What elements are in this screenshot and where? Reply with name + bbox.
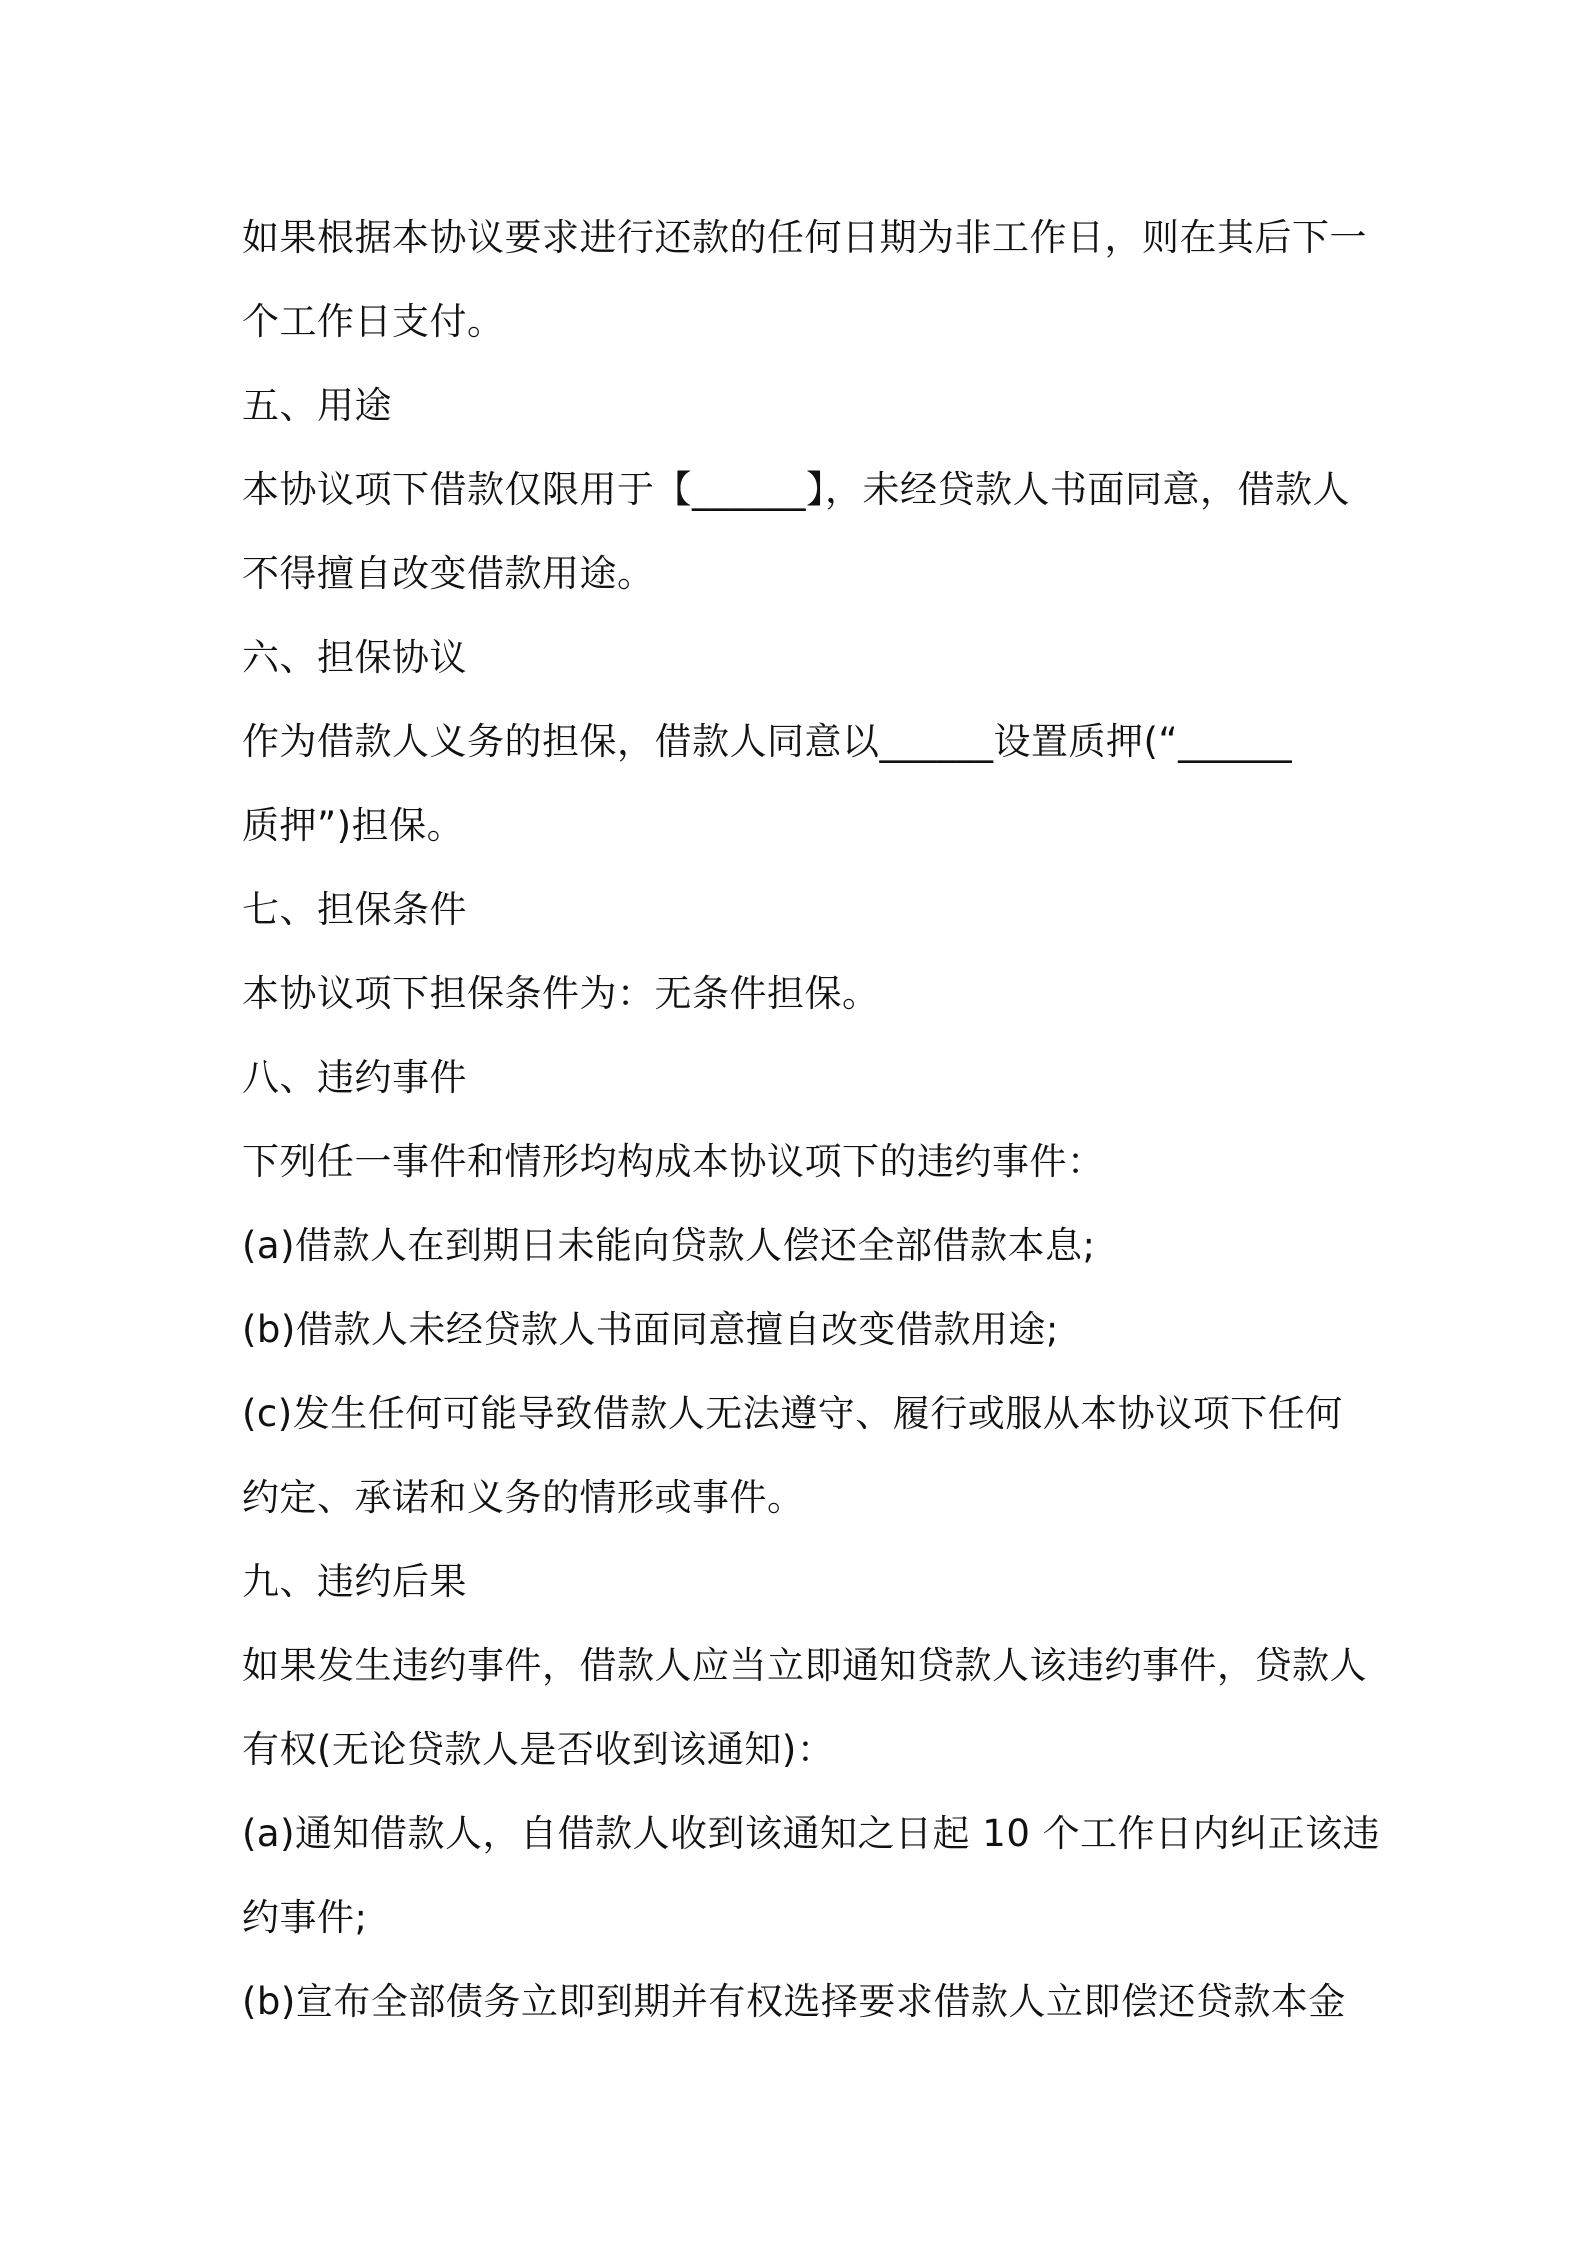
- paragraph-line: 质押”)担保。: [242, 804, 465, 847]
- paragraph-line: 有权(无论贷款人是否收到该通知)：: [242, 1728, 835, 1771]
- list-item-b: (b)借款人未经贷款人书面同意擅自改变借款用途;: [242, 1308, 1059, 1351]
- list-item-a: (a)通知借款人，自借款人收到该通知之日起 10 个工作日内纠正该违: [242, 1812, 1381, 1855]
- paragraph-line: 下列任一事件和情形均构成本协议项下的违约事件：: [242, 1140, 1105, 1183]
- list-item-a: (a)借款人在到期日未能向贷款人偿还全部借款本息;: [242, 1224, 1096, 1267]
- paragraph-line: 本协议项下借款仅限用于【______】，未经贷款人书面同意，借款人: [242, 468, 1350, 511]
- section-heading-guarantee-agreement: 六、担保协议: [242, 636, 467, 679]
- section-heading-guarantee-conditions: 七、担保条件: [242, 888, 467, 931]
- paragraph-line: 作为借款人义务的担保，借款人同意以______设置质押(“______: [242, 720, 1293, 763]
- paragraph-line: 如果根据本协议要求进行还款的任何日期为非工作日，则在其后下一: [242, 216, 1367, 259]
- paragraph-line: 如果发生违约事件，借款人应当立即通知贷款人该违约事件，贷款人: [242, 1644, 1367, 1687]
- list-item-a-continued: 约事件;: [242, 1896, 368, 1939]
- section-heading-default-consequences: 九、违约后果: [242, 1560, 467, 1603]
- list-item-c-continued: 约定、承诺和义务的情形或事件。: [242, 1476, 805, 1519]
- section-heading-default-events: 八、违约事件: [242, 1056, 467, 1099]
- list-item-b: (b)宣布全部债务立即到期并有权选择要求借款人立即偿还贷款本金: [242, 1980, 1346, 2023]
- document-body: [242, 196, 1381, 2044]
- paragraph-line: 个工作日支付。: [242, 300, 505, 343]
- section-heading-purpose: 五、用途: [242, 384, 392, 427]
- list-item-c: (c)发生任何可能导致借款人无法遵守、履行或服从本协议项下任何: [242, 1392, 1343, 1435]
- paragraph-line: 本协议项下担保条件为：无条件担保。: [242, 972, 880, 1015]
- paragraph-line: 不得擅自改变借款用途。: [242, 552, 655, 595]
